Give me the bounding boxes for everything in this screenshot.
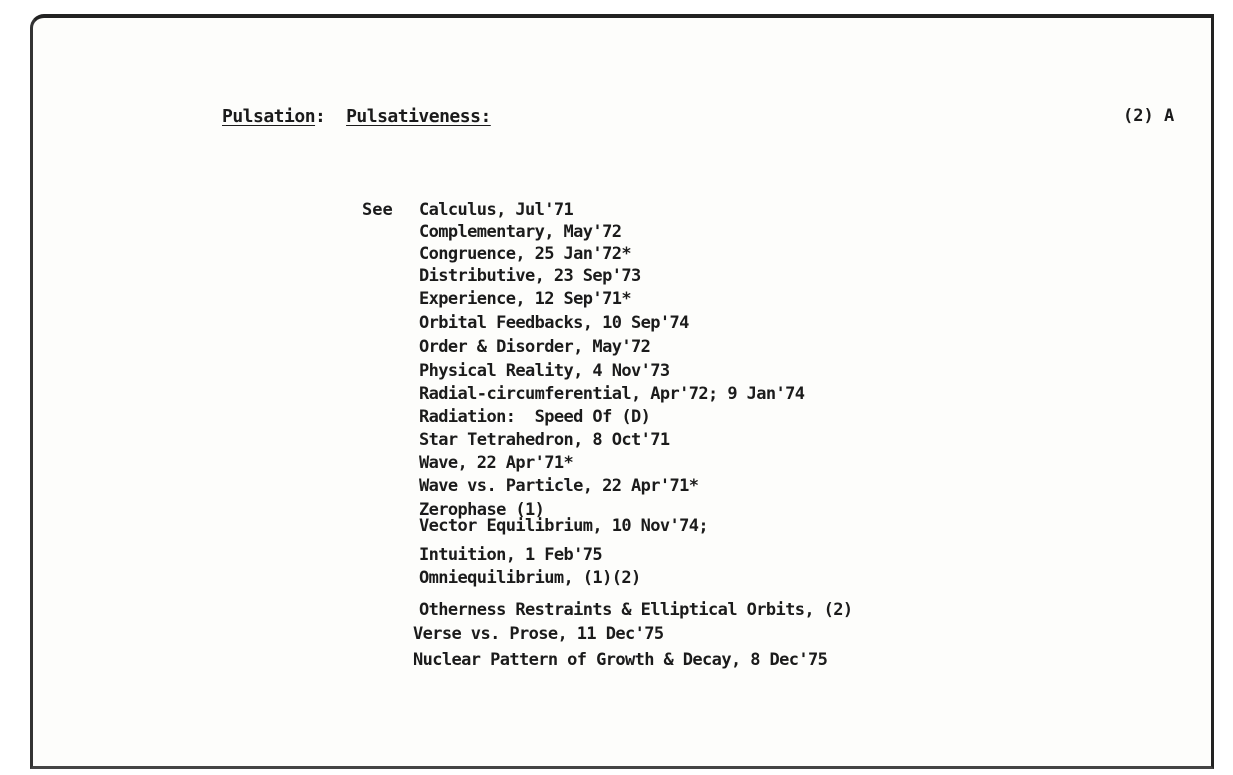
reference-item: Congruence, 25 Jan'72* — [419, 244, 631, 264]
reference-item: Omniequilibrium, (1)(2) — [419, 568, 641, 588]
reference-item: Radiation: Speed Of (D) — [419, 407, 651, 427]
reference-item: Verse vs. Prose, 11 Dec'75 — [413, 624, 664, 644]
reference-item: Nuclear Pattern of Growth & Decay, 8 Dec'75 — [413, 650, 828, 670]
card-heading — [222, 106, 491, 127]
reference-item: Intuition, 1 Feb'75 — [419, 545, 603, 565]
heading-secondary: Pulsativeness: — [346, 106, 491, 127]
reference-item: Calculus, Jul'71 — [419, 200, 574, 220]
reference-item: Distributive, 23 Sep'73 — [419, 266, 641, 286]
reference-item: Wave vs. Particle, 22 Apr'71* — [419, 476, 699, 496]
reference-item: Orbital Feedbacks, 10 Sep'74 — [419, 313, 689, 333]
reference-item: Order & Disorder, May'72 — [419, 337, 651, 357]
reference-item: Star Tetrahedron, 8 Oct'71 — [419, 430, 670, 450]
reference-item: Radial-circumferential, Apr'72; 9 Jan'74 — [419, 384, 805, 404]
reference-item: Wave, 22 Apr'71* — [419, 453, 574, 473]
see-label: See — [362, 200, 393, 220]
scan-edge — [1216, 0, 1233, 775]
heading-primary: Pulsation — [222, 106, 316, 127]
reference-item: Complementary, May'72 — [419, 222, 622, 242]
card-number: (2) A — [1123, 106, 1175, 126]
heading-separator: : — [315, 106, 347, 127]
reference-item: Otherness Restraints & Elliptical Orbits, (2) — [419, 600, 853, 620]
reference-item: Vector Equilibrium, 10 Nov'74; — [419, 516, 709, 536]
reference-item: Zerophase (1) — [419, 500, 545, 520]
reference-item: Experience, 12 Sep'71* — [419, 289, 631, 309]
reference-item: Physical Reality, 4 Nov'73 — [419, 361, 670, 381]
